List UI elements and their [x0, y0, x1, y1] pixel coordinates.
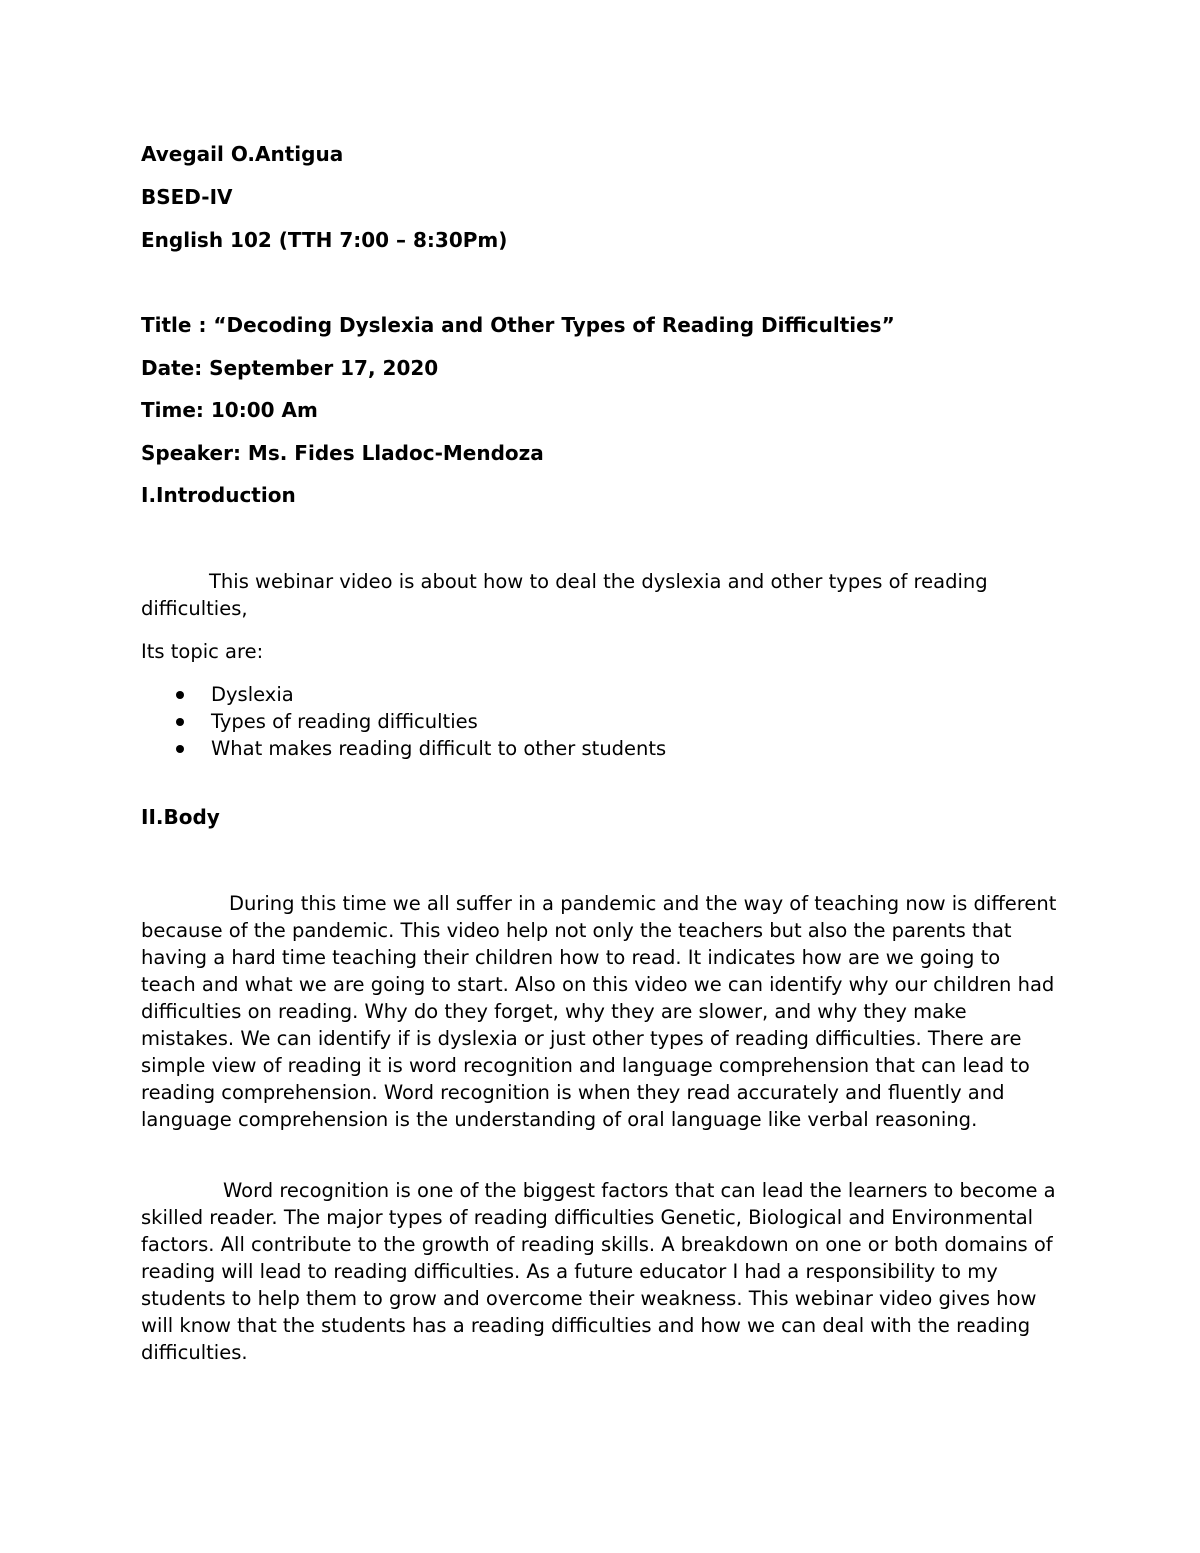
body-paragraph-1: During this time we all suffer in a pandemic and the way of teaching now is different because of the pandemic. This video help not only the teachers but also the parents that having a hard time teaching their children how to read. It indicates how are we going to teach and what we are going to start. Also on this video we can identify why our children had difficulties on reading. Why do they forget, why they are slower, and why they make mistakes. We can identify if is dyslexia or just other types of reading difficulties. There are simple view of reading it is word recognition and language comprehension that can lead to reading comprehension. Word recognition is when they read accurately and fluently and language comprehension is the understanding of oral language like verbal reasoning. — [141, 892, 1057, 1131]
topics-label: Its topic are: — [141, 640, 264, 663]
bullet-icon — [176, 718, 184, 726]
list-item — [141, 681, 666, 708]
list-item — [141, 735, 666, 762]
topics-list — [141, 681, 666, 762]
author-name: Avegail O.Antigua — [141, 142, 344, 166]
topic-text: Dyslexia — [211, 683, 294, 706]
webinar-date: Date: September 17, 2020 — [141, 356, 439, 380]
topic-text: Types of reading difficulties — [211, 710, 478, 733]
webinar-title: Title : “Decoding Dyslexia and Other Types of Reading Difficulties” — [141, 313, 895, 337]
bullet-icon — [176, 745, 184, 753]
introduction-paragraph: This webinar video is about how to deal the dyslexia and other types of reading difficulties, — [141, 570, 988, 620]
list-item — [141, 708, 666, 735]
topic-text: What makes reading difficult to other students — [211, 737, 667, 760]
bullet-icon — [176, 691, 184, 699]
body-paragraph-2: Word recognition is one of the biggest factors that can lead the learners to become a skilled reader. The major types of reading difficulties Genetic, Biological and Environmental factors. All contribute to the growth of reading skills. A breakdown on one or both domains of reading will lead to reading difficulties. As a future educator I had a responsibility to my students to help them to grow and overcome their weakness. This webinar video gives how will know that the students has a reading difficulties and how we can deal with the reading difficulties. — [141, 1179, 1056, 1364]
webinar-speaker: Speaker: Ms. Fides Lladoc-Mendoza — [141, 441, 544, 465]
webinar-time: Time: 10:00 Am — [141, 398, 318, 422]
introduction-heading: I.Introduction — [141, 483, 296, 507]
body-heading: II.Body — [141, 805, 220, 829]
program-label: BSED-IV — [141, 185, 233, 209]
course-label: English 102 (TTH 7:00 – 8:30Pm) — [141, 228, 508, 252]
